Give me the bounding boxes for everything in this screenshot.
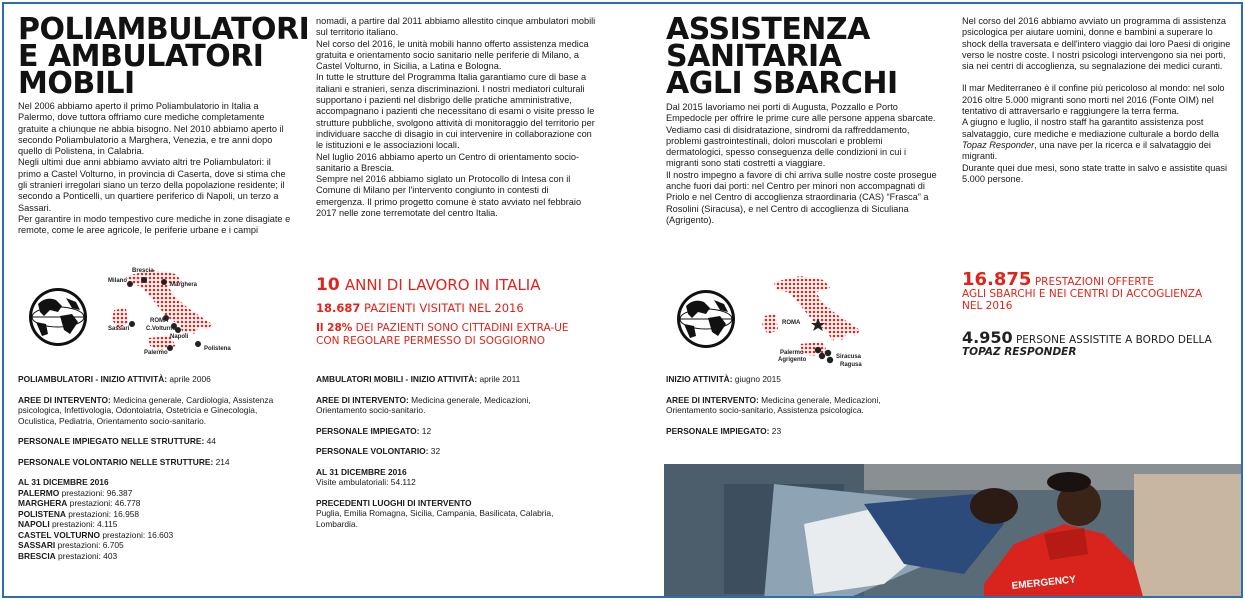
map-label: Palermo <box>144 350 168 356</box>
stat-patients: 18.687 PAZIENTI VISITATI NEL 2016 <box>316 301 524 315</box>
rescue-photo <box>664 464 1243 598</box>
list-item: PALERMO prestazioni: 96.387 <box>18 487 133 498</box>
paragraph: Sempre nel 2016 abbiamo siglato un Protocollo di Intesa con il Comune di Milano per l'intervento congiunto in contesti di emergenza. Il primo progetto comune è stato avviato nel febbraio 2017 nelle zone terremotate del centro Italia. <box>316 174 582 219</box>
paragraph: Vediamo casi di disidratazione, sindromi da raffreddamento, problemi gastrointestinali, dolori muscolari e problemi dermatologici, spesso conseguenza delle condizioni in cui i migranti sono stati costretti a viaggiare. <box>666 124 910 169</box>
map-label: Palermo <box>780 350 804 356</box>
map-label: C.Volturno <box>146 326 177 332</box>
right-col2-text <box>962 16 1238 185</box>
stat-years: 10 ANNI DI LAVORO IN ITALIA <box>316 275 541 295</box>
paragraph: Dal 2015 lavoriamo nei porti di Augusta, Pozzallo e Porto Empedocle per offrire le prime cure alle persone appena sbarcate. <box>666 102 936 124</box>
italy-map-right <box>760 270 890 370</box>
map-label: Marghera <box>170 282 198 288</box>
stat-persone: 4.950 PERSONE ASSISTITE A BORDO DELLA TOPAZ RESPONDER <box>962 328 1212 358</box>
left-title-text: POLIAMBULATORI E AMBULATORI MOBILI <box>18 12 310 101</box>
list-item: POLISTENA prestazioni: 16.958 <box>18 508 140 519</box>
left-title <box>18 12 310 101</box>
right-title-text: ASSISTENZA SANITARIA AGLI SBARCHI <box>666 12 898 101</box>
globe-icon <box>18 286 98 348</box>
right-stats <box>962 269 1242 358</box>
map-label: Napoli <box>170 334 189 340</box>
left-col2-text <box>316 16 598 219</box>
map-label: Milano <box>108 278 127 284</box>
left-stats <box>316 275 606 348</box>
stat-prestazioni: 16.875 PRESTAZIONI OFFERTE AGLI SBARCHI E NEI CENTRI DI ACCOGLIENZA NEL 2016 <box>962 269 1203 312</box>
paragraph: In tutte le strutture del Programma Italia garantiamo cure di base a italiani e stranieri, senza discriminazioni. I nostri mediatori culturali supportano i pazienti nel disbrigo delle pratiche amministrative, accompagnano i pazienti che necessitano di esami o visite presso le strutture pubbliche, svolgono attività di monitoraggio del territorio per individuare sacche di disagio in cui intervenire in collaborazione con le istituzioni e le associazioni locali. <box>316 72 595 151</box>
poliambulatori-info: POLIAMBULATORI - INIZIO ATTIVITÀ: aprile 2006 AREE DI INTERVENTO: Medicina generale, Cardiologia, Assistenza psicologica, Infettivologia, Odontoiatria, Ostetricia e Ginecologia, Oculistica, Pediatria, Orientamento socio-sanitario. PERSONALE IMPIEGATO NELLE STRUTTURE: 44 PERSONALE VOLONTARIO NELLE STRUTTURE: 214 AL 31 DICEMBRE 2016 PALERMO prestazioni: 96.387 MARGHERA prestazioni: 46.778 POLISTENA prestazioni: 16.958 NAPOLI prestazioni: 4.115 CASTEL VOLTURNO prestazioni: 16.603 SASSARI prestazioni: 6.705 BRESCIA prestazioni: 403 <box>18 374 288 561</box>
map-label: ROMA <box>150 318 169 324</box>
list-item: SASSARI prestazioni: 6.705 <box>18 540 124 550</box>
ambulatori-mobili-info: AMBULATORI MOBILI - INIZIO ATTIVITÀ: aprile 2011 AREE DI INTERVENTO: Medicina generale, Medicazioni, Orientamento socio-sanitario. PERSONALE IMPIEGATO: 12 PERSONALE VOLONTARIO: 32 AL 31 DICEMBRE 2016 Visite ambulatoriali: 54.112 PRECEDENTI LUOGHI DI INTERVENTO Puglia, Emilia Romagna, Sicilia, Campania, Basilicata, Calabria, Lombardia. <box>316 374 554 529</box>
list-item: BRESCIA prestazioni: 403 <box>18 550 118 561</box>
paragraph: Nel corso del 2016, le unità mobili hanno offerto assistenza medica gratuita e orientamento socio sanitario nelle periferie di Milano, a Castel Volturno, in Sicilia, a Latina e Bologna. <box>316 38 589 72</box>
globe-icon <box>666 288 746 350</box>
right-title <box>666 12 946 101</box>
map-label: Polistena <box>204 346 231 352</box>
stat-extra-ue: Il 28% DEI PAZIENTI SONO CITTADINI EXTRA-UE CON REGOLARE PERMESSO DI SOGGIORNO <box>316 322 569 347</box>
list-item: MARGHERA prestazioni: 46.778 <box>18 498 141 508</box>
paragraph: Negli ultimi due anni abbiamo avviato altri tre Poliambulatori: il primo a Castel Volturno, in provincia di Caserta, dove si stima che gli stranieri irregolari siano un terzo della popolazione residente; il secondo a Ponticelli, un quartiere periferico di Napoli, un terzo a Sassari. <box>18 157 286 213</box>
left-col1-text <box>18 101 296 237</box>
map-label: Ragusa <box>840 362 862 368</box>
photo-shirt-text: EMERGENCY <box>1011 574 1077 592</box>
italy-map-left <box>104 264 244 364</box>
map-label: Sassari <box>108 326 130 332</box>
map-label: ROMA <box>782 320 801 326</box>
sbarchi-info: INIZIO ATTIVITÀ: giugno 2015 AREE DI INTERVENTO: Medicina generale, Medicazioni, Orientamento socio-sanitario, Assistenza psicologica. PERSONALE IMPIEGATO: 23 <box>666 374 881 436</box>
list-item: CASTEL VOLTURNO prestazioni: 16.603 <box>18 529 174 540</box>
paragraph: Nel corso del 2016 abbiamo avviato un programma di assistenza psicologica per aiutare uomini, donne e bambini a superare lo shock della traversata e dell'intero viaggio dai loro Paesi di origine verso le nostre coste. I nostri psicologi intervengono sia nei porti, sia nei centri di accoglienza, su segnalazione dei medici curanti. <box>962 16 1231 72</box>
paragraph: A giugno e luglio, il nostro staff ha garantito assistenza post salvataggio, cure mediche e mediazione culturale a bordo della Topaz Responder, una nave per la ricerca e il salvataggio dei migranti. <box>962 117 1219 162</box>
right-col1-text <box>666 102 938 226</box>
map-label: Siracusa <box>836 354 862 360</box>
list-item: NAPOLI prestazioni: 4.115 <box>18 519 118 529</box>
paragraph: Per garantire in modo tempestivo cure mediche in zone disagiate e remote, come le aree agricole, le periferie urbane e i campi <box>18 213 291 236</box>
brochure-spread <box>2 2 1243 598</box>
paragraph: Il mar Mediterraneo è il confine più pericoloso al mondo: nel solo 2016 oltre 5.000 migranti sono morti nel 2016 (Fonte OIM) nel tentativo di attraversarlo e raggiungere la terra ferma. <box>962 83 1225 117</box>
map-label: Brescia <box>132 268 154 274</box>
paragraph: Nel 2006 abbiamo aperto il primo Poliambulatorio in Italia a Palermo, dove tuttora offriamo cure mediche completamente gratuite a chiunque ne abbia bisogno. Nel 2010 abbiamo aperto il secondo Poliambulatorio a Marghera, Venezia, e tre anni dopo quello di Polistena, in Calabria. <box>18 101 284 157</box>
paragraph: Durante quei due mesi, sono state tratte in salvo e assistite quasi 5.000 persone. <box>962 162 1228 184</box>
paragraph: Nel luglio 2016 abbiamo aperto un Centro di orientamento socio-sanitario a Brescia. <box>316 151 580 173</box>
map-label: Agrigento <box>778 357 807 363</box>
paragraph: Il nostro impegno a favore di chi arriva sulle nostre coste prosegue anche fuori dai porti: nel Centro per minori non accompagnati di Priolo e nel Centro di accoglienza straordinaria (CAS) “Frasca” a Rosolini (Siracusa), e nel Centro di accoglienza di Siculiana (Agrigento). <box>666 169 937 225</box>
paragraph: nomadi, a partire dal 2011 abbiamo allestito cinque ambulatori mobili sul territorio italiano. <box>316 16 596 38</box>
